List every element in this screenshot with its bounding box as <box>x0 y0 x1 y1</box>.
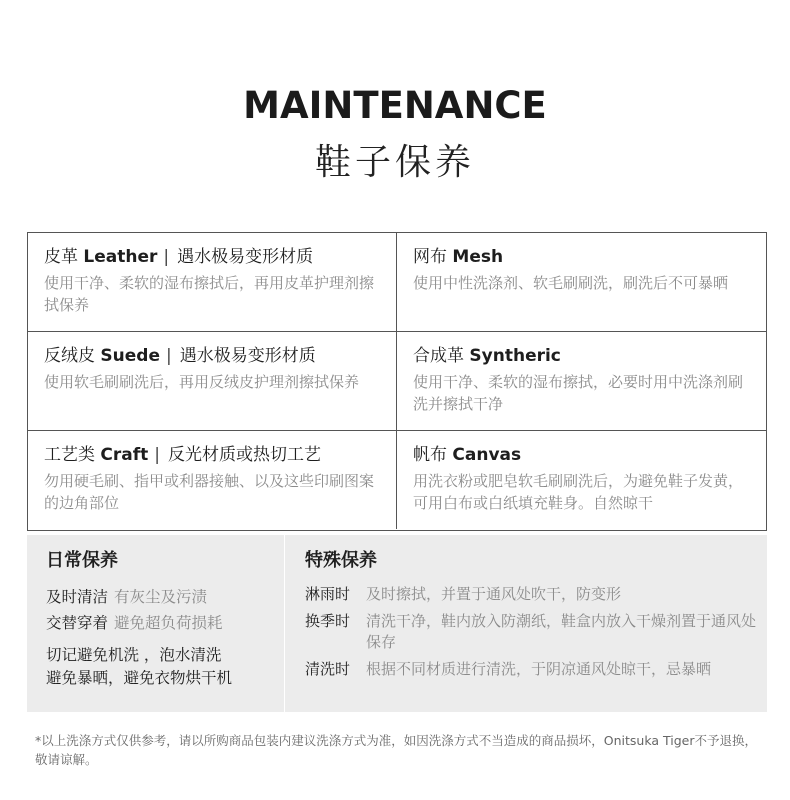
material-description: 勿用硬毛刷、指甲或利器接触、以及这些印刷图案的边角部位 <box>44 472 375 512</box>
material-care-table <box>27 232 767 531</box>
special-care-value: 根据不同材质进行清洗，于阴凉通风处晾干，忌暴晒 <box>366 660 712 678</box>
warning-line: 避免暴晒，避免衣物烘干机 <box>46 669 233 687</box>
material-description: 使用干净、柔软的湿布擦拭后，再用皮革护理剂擦拭保养 <box>44 274 375 314</box>
special-care-key: 清洗时 <box>305 660 351 678</box>
daily-care-key: 及时清洁 <box>46 588 109 606</box>
material-name-cn: 合成革 <box>413 346 464 366</box>
material-name-en: Craft <box>100 445 149 465</box>
material-description: 用洗衣粉或肥皂软毛刷刷洗后，为避免鞋子发黄，可用白布或白纸填充鞋身。自然晾干 <box>413 472 744 512</box>
page-title-cn: 鞋子保养 <box>314 142 475 183</box>
special-care-key: 换季时 <box>305 612 351 630</box>
material-description: 使用干净、柔软的湿布擦拭，必要时用中洗涤剂刷洗并擦拭干净 <box>413 373 744 413</box>
daily-care-title: 日常保养 <box>46 550 118 571</box>
page-title-en: MAINTENANCE <box>243 84 547 127</box>
daily-care-value: 避免超负荷损耗 <box>114 614 223 632</box>
daily-care-item <box>46 610 284 636</box>
special-care-title: 特殊保养 <box>305 550 377 571</box>
material-name-cn: 帆布 <box>413 445 447 465</box>
material-cell-synthetic <box>397 332 766 431</box>
daily-care-item <box>46 584 284 610</box>
material-name-en: Syntheric <box>469 346 561 366</box>
care-panel <box>27 535 767 712</box>
daily-care-section <box>27 535 285 712</box>
material-cell-craft <box>28 431 397 529</box>
special-care-value: 及时擦拭，并置于通风处吹干，防变形 <box>366 585 622 603</box>
special-care-item <box>305 611 767 653</box>
material-description: 使用软毛刷刷洗后，再用反绒皮护理剂擦拭保养 <box>44 373 360 391</box>
special-care-item <box>305 659 767 680</box>
material-name-en: Canvas <box>452 445 522 465</box>
material-note: 反光材质或热切工艺 <box>168 445 321 465</box>
material-name-en: Suede <box>100 346 160 366</box>
material-cell-leather <box>28 233 397 332</box>
daily-care-key: 交替穿着 <box>46 614 109 632</box>
material-name-cn: 网布 <box>413 247 447 267</box>
material-name-en: Mesh <box>452 247 504 267</box>
material-note: 遇水极易变形材质 <box>177 247 314 267</box>
material-description: 使用中性洗涤剂、软毛刷刷洗，刷洗后不可暴晒 <box>413 274 729 292</box>
material-cell-canvas <box>397 431 766 529</box>
material-name-en: Leather <box>83 247 158 267</box>
separator: | <box>163 247 170 267</box>
warning-line: 切记避免机洗 ，泡水清洗 <box>46 646 222 664</box>
material-name-cn: 反绒皮 <box>44 346 95 366</box>
daily-care-value: 有灰尘及污渍 <box>114 588 208 606</box>
material-note: 遇水极易变形材质 <box>179 346 316 366</box>
separator: | <box>165 346 172 366</box>
daily-care-warning <box>46 644 284 690</box>
material-name-cn: 工艺类 <box>44 445 95 465</box>
separator: | <box>154 445 160 465</box>
special-care-key: 淋雨时 <box>305 585 351 603</box>
disclaimer-footnote: *以上洗涤方式仅供参考，请以所购商品包装内建议洗涤方式为准，如因洗涤方式不当造成的商品损坏，Onitsuka Tiger不予退换，敬请谅解。 <box>35 733 757 767</box>
special-care-section <box>285 535 767 712</box>
material-cell-suede <box>28 332 397 431</box>
material-cell-mesh <box>397 233 766 332</box>
material-name-cn: 皮革 <box>44 247 78 267</box>
special-care-value: 清洗干净，鞋内放入防潮纸，鞋盒内放入干燥剂置于通风处保存 <box>366 612 757 651</box>
special-care-item <box>305 584 767 605</box>
